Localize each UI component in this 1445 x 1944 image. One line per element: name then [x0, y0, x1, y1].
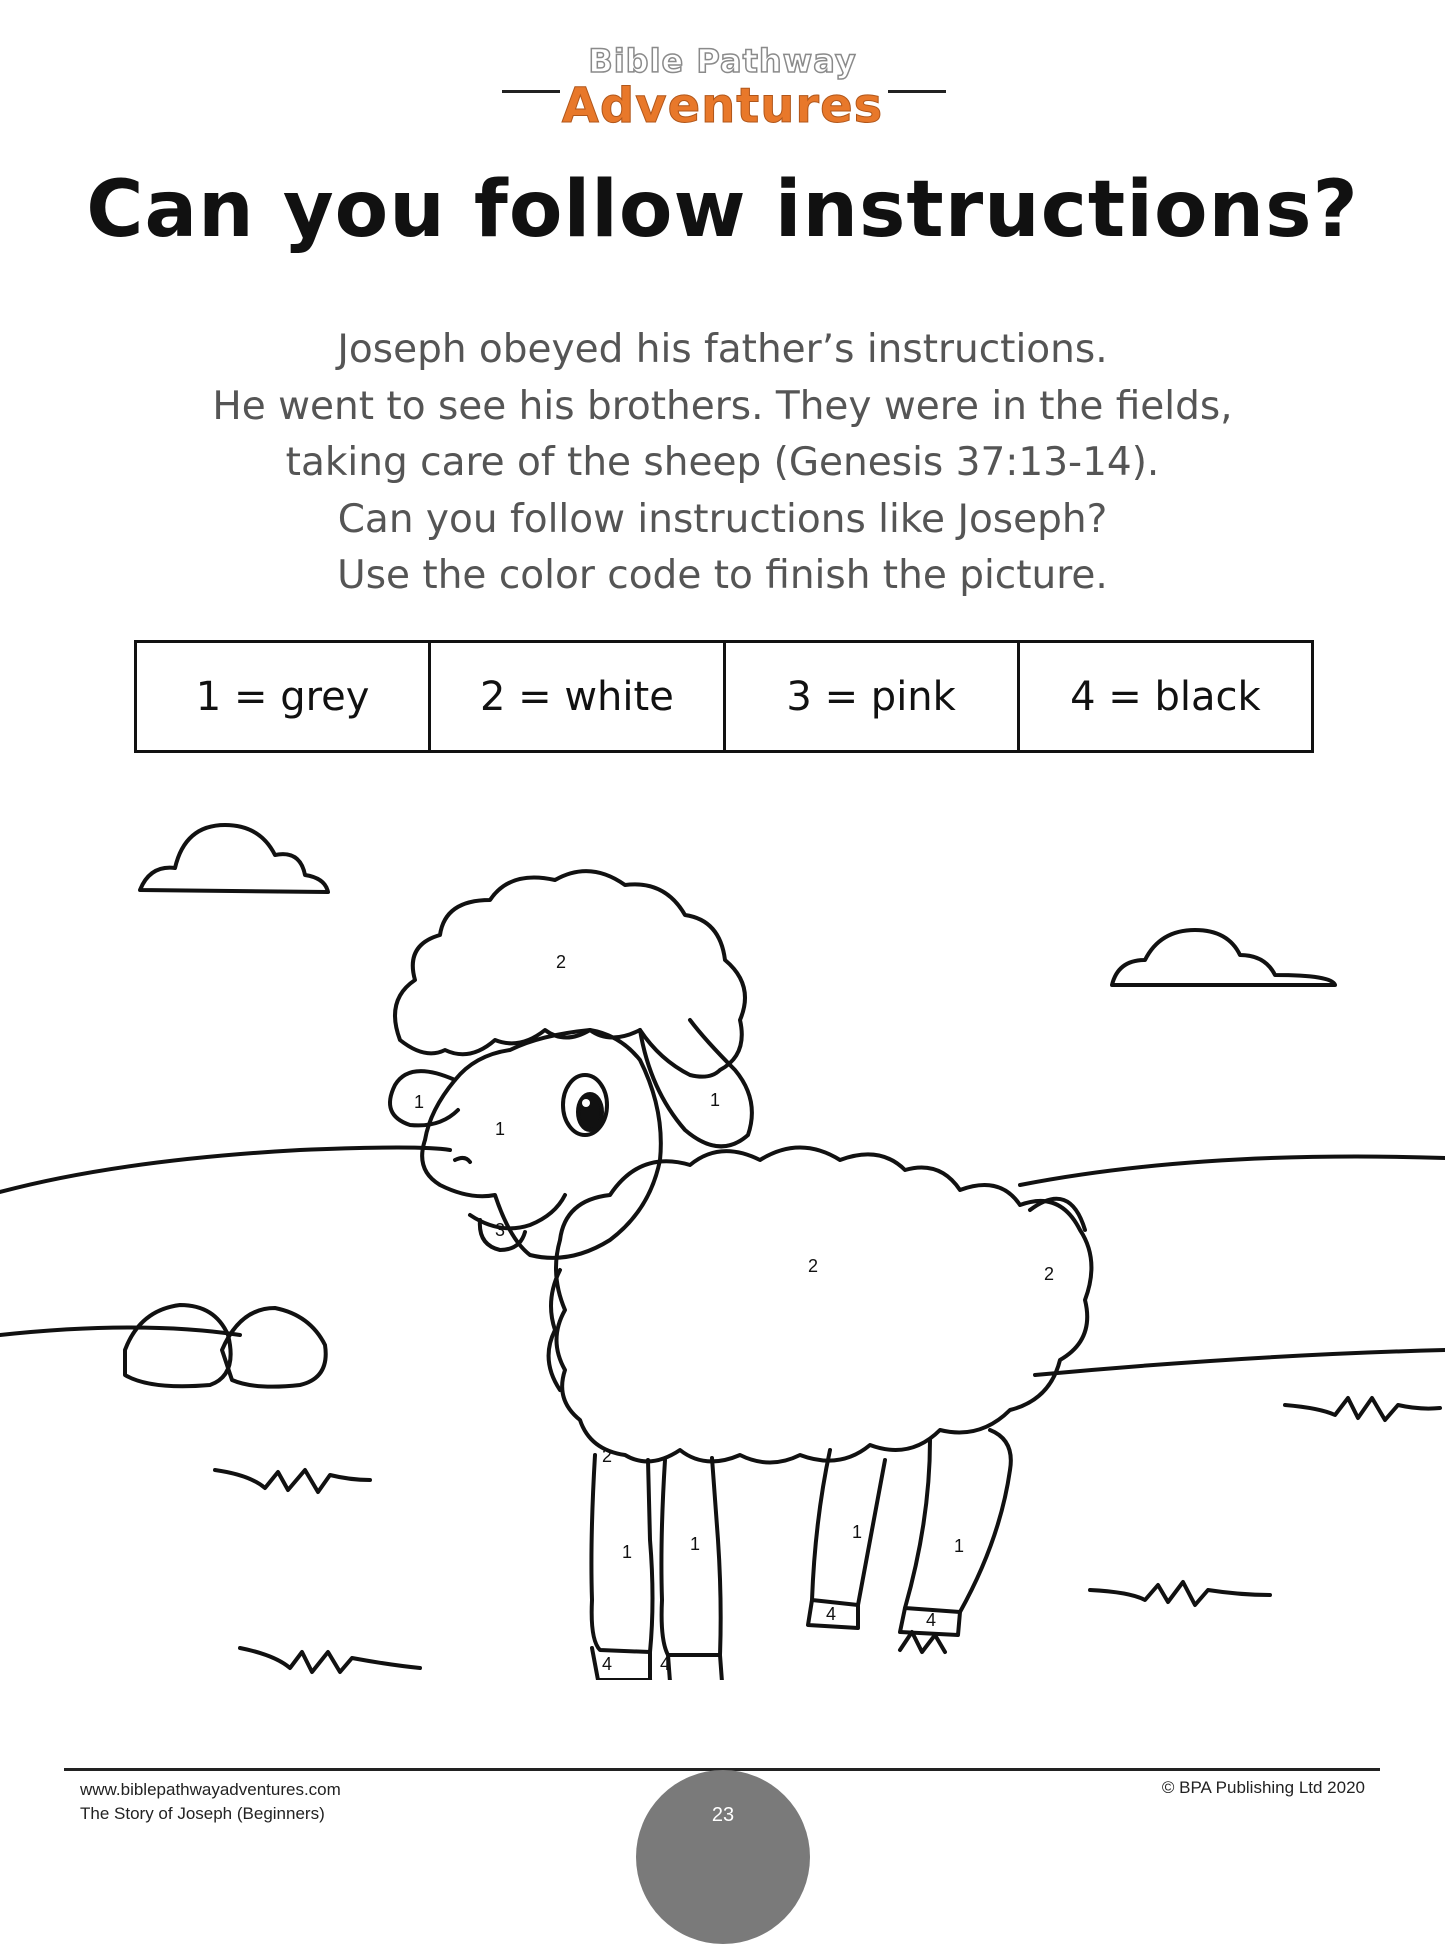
color-code-pink: 3 = pink: [724, 642, 1018, 752]
page-title: Can you follow instructions?: [86, 165, 1359, 255]
number-head: 2: [556, 952, 567, 972]
number-chest: 2: [602, 1446, 613, 1466]
number-leg3: 1: [852, 1522, 863, 1542]
number-hoof2: 4: [660, 1654, 671, 1674]
intro-line: He went to see his brothers. They were in the fields,: [212, 383, 1233, 429]
sheep-leg: [905, 1430, 1011, 1612]
footer-website: www.biblepathwayadventures.com: [80, 1780, 341, 1799]
color-code-black: 4 = black: [1018, 642, 1312, 752]
page-number: 23: [711, 1804, 735, 1826]
logo-line-2: Adventures: [561, 78, 884, 134]
number-ear-left: 1: [414, 1092, 425, 1112]
page-number-badge: [636, 1770, 810, 1944]
number-hoof4: 4: [926, 1610, 937, 1630]
sheep-ear-right: [640, 1020, 752, 1146]
number-body: 2: [808, 1256, 819, 1276]
intro-line: Joseph obeyed his father’s instructions.: [337, 327, 1108, 372]
sheep-head-wool: [395, 871, 745, 1077]
sheep-hoof: [668, 1655, 722, 1680]
intro-line: Can you follow instructions like Joseph?: [337, 496, 1108, 542]
number-leg1: 1: [622, 1542, 633, 1562]
brand-logo: [0, 38, 1445, 138]
number-face: 1: [495, 1119, 506, 1139]
logo-dash-right: [888, 90, 946, 93]
rock-right: [222, 1308, 326, 1387]
grass-tuft: [215, 1470, 370, 1492]
sheep-body: [556, 1148, 1091, 1463]
number-tail: 2: [1044, 1264, 1055, 1284]
hill-front: [0, 1328, 240, 1336]
intro-line: taking care of the sheep (Genesis 37:13-14).: [285, 440, 1160, 485]
rock-left: [125, 1305, 231, 1386]
hill-front-right: [1035, 1350, 1445, 1375]
footer-copyright: © BPA Publishing Ltd 2020: [1161, 1778, 1365, 1797]
sheep-coloring-picture: [0, 780, 1445, 1680]
grass-tuft: [1285, 1398, 1440, 1420]
sheep-mouth: [470, 1195, 565, 1228]
logo-line-1: Bible Pathway: [588, 42, 857, 80]
sheep-pupil: [578, 1094, 602, 1130]
sheep-nostril: [455, 1158, 470, 1162]
footer-book-title: The Story of Joseph (Beginners): [80, 1804, 325, 1823]
cloud-left: [140, 825, 328, 892]
sheep-eye-shine: [582, 1099, 590, 1107]
color-code-grey: 1 = grey: [136, 642, 430, 752]
hill-back-right: [1020, 1157, 1445, 1185]
grass-tuft: [1090, 1582, 1270, 1605]
intro-line: Use the color code to finish the picture.: [337, 553, 1108, 598]
sheep-leg: [661, 1458, 720, 1655]
number-hoof3: 4: [826, 1604, 837, 1624]
grass-tuft: [240, 1648, 420, 1672]
color-code-table: [134, 640, 1314, 753]
color-code-white: 2 = white: [430, 642, 724, 752]
number-mouth: 3: [495, 1220, 506, 1240]
number-ear-right: 1: [710, 1090, 721, 1110]
intro-text: [0, 322, 1445, 605]
number-leg2: 1: [690, 1534, 701, 1554]
footer-left: [80, 1778, 341, 1826]
sheep-face: [422, 1030, 661, 1258]
number-leg4: 1: [954, 1536, 965, 1556]
cloud-right: [1112, 930, 1335, 985]
sheep-leg: [812, 1450, 885, 1605]
number-hoof1: 4: [602, 1654, 613, 1674]
hill-back: [0, 1148, 450, 1193]
